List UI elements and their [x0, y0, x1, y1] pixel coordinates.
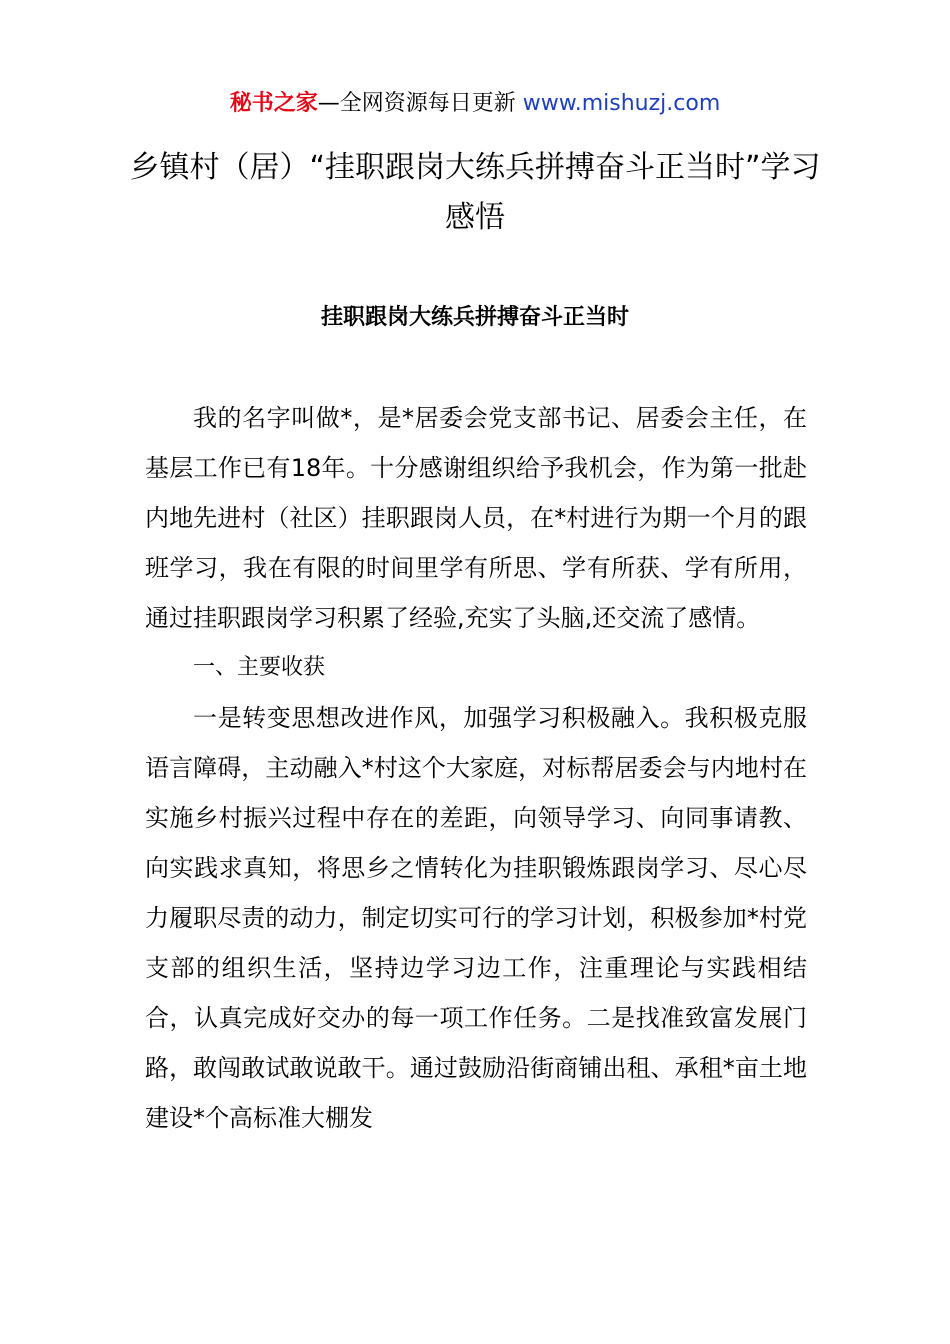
brand-name: 秘书之家	[229, 91, 318, 116]
document-subtitle: 挂职跟岗大练兵拼搏奋斗正当时	[320, 305, 629, 330]
intro-paragraph: 我的名字叫做*，是*居委会党支部书记、居委会主任，在基层工作已有18年。十分感谢组织给予我机会，作为第一批赴内地先进村（社区）挂职跟岗人员，在*村进行为期一个月的跟班学习，我在有限的时间里学有所思、学有所获、学有所用，通过挂职跟岗学习积累了经验,充实了头脑,还交流了感情。	[145, 404, 807, 632]
site-url-link[interactable]: www.mishuzj.com	[522, 91, 721, 116]
site-tagline: —全网资源每日更新	[317, 91, 523, 116]
site-header	[0, 86, 950, 122]
section-heading: 一、主要收获	[193, 655, 326, 680]
body-paragraph: 一是转变思想改进作风，加强学习积极融入。我积极克服语言障碍，主动融入*村这个大家庭，对标帮居委会与内地村在实施乡村振兴过程中存在的差距，向领导学习、向同事请教、向实践求真知，将思乡之情转化为挂职锻炼跟岗学习、尽心尽力履职尽责的动力，制定切实可行的学习计划，积极参加*村党支部的组织生活，坚持边学习边工作，注重理论与实践相结合，认真完成好交办的每一项工作任务。二是找准致富发展门路，敢闯敢试敢说敢干。通过鼓励沿街商铺出租、承租*亩土地建设*个高标准大棚发	[145, 704, 807, 1132]
document-body	[145, 393, 807, 1143]
document-title: 乡镇村（居）“挂职跟岗大练兵拼搏奋斗正当时”学习感悟	[129, 150, 821, 235]
